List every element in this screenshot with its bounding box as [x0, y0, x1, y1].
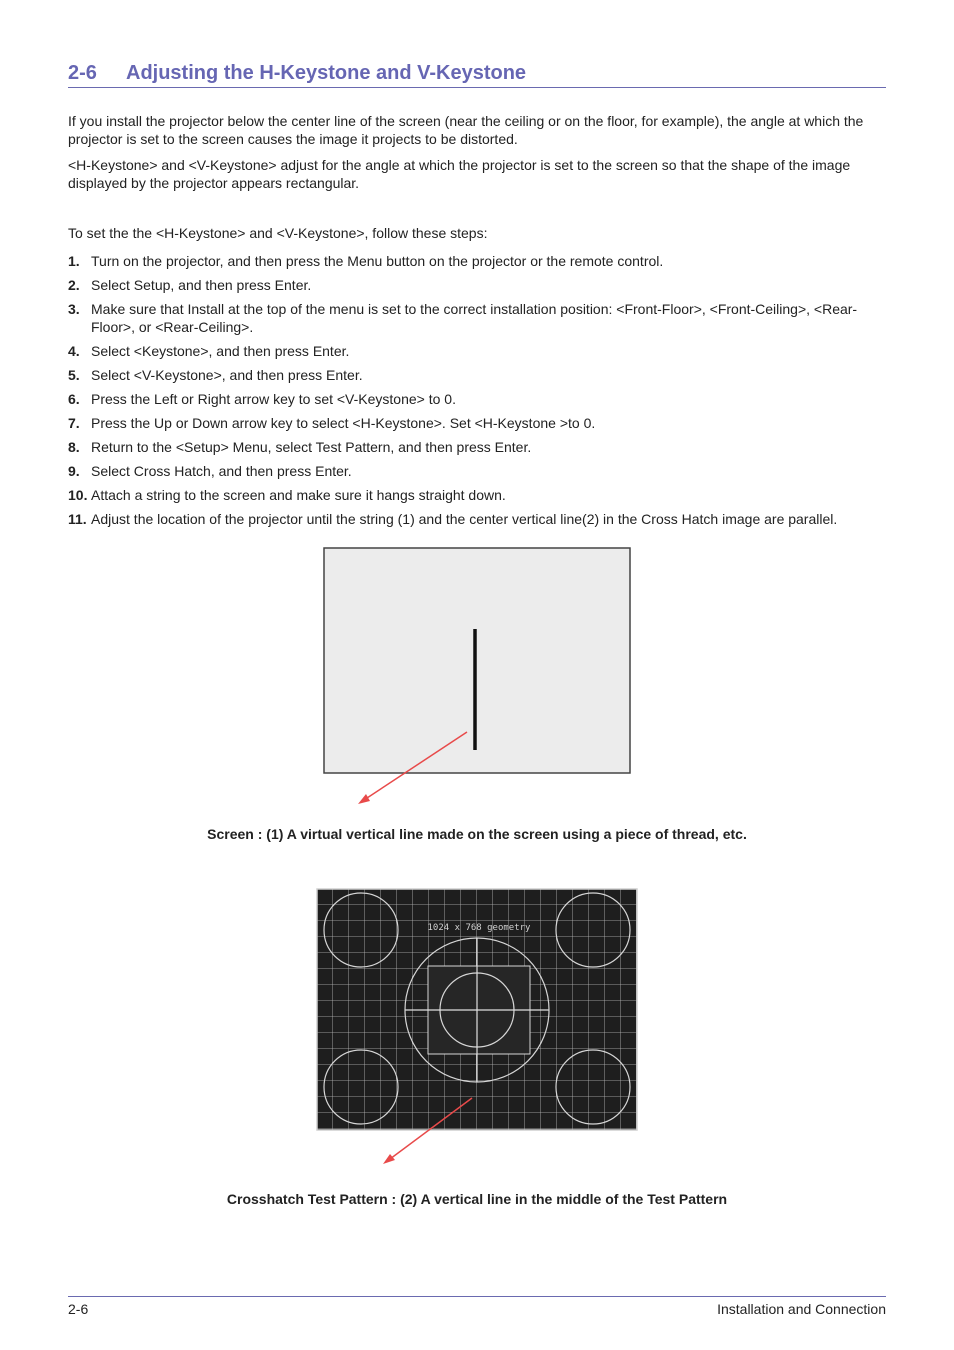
pattern-label: 1024 x 768 geometry: [427, 923, 531, 933]
step-text: Adjust the location of the projector until the string (1) and the center vertical line(2) in the Cross Hatch image are parallel.: [91, 511, 838, 527]
page-footer: [68, 1296, 886, 1317]
step-item: [68, 510, 886, 528]
step-item: [68, 462, 886, 480]
figure2-caption: Crosshatch Test Pattern : (2) A vertical line in the middle of the Test Pattern: [226, 1191, 728, 1207]
footer-page-number: 2-6: [68, 1301, 89, 1317]
crosshatch-figure: [316, 888, 640, 1168]
step-number: 10.: [68, 487, 88, 503]
intro-paragraph-1: If you install the projector below the center line of the screen (near the ceiling or on the floor, for example), the angle at which the projector is set to the screen causes the image it projects to be distorted.: [68, 113, 864, 147]
step-item: [68, 300, 886, 336]
steps-intro: To set the the <H-Keystone> and <V-Keystone>, follow these steps:: [68, 225, 488, 241]
step-number: 3.: [68, 301, 80, 317]
step-item: [68, 276, 886, 294]
footer-section: Installation and Connection: [717, 1301, 886, 1317]
arrow-head-2: [383, 1154, 395, 1164]
step-text: Return to the <Setup> Menu, select Test Pattern, and then press Enter.: [91, 439, 532, 455]
step-item: [68, 438, 886, 456]
step-text: Select Cross Hatch, and then press Enter.: [91, 463, 352, 479]
step-number: 8.: [68, 439, 80, 455]
screen-rect: [324, 548, 630, 773]
step-item: [68, 366, 886, 384]
figure1-caption: Screen : (1) A virtual vertical line made on the screen using a piece of thread, etc.: [207, 826, 747, 842]
arrow-head-1: [358, 794, 370, 804]
step-number: 9.: [68, 463, 80, 479]
step-text: Attach a string to the screen and make sure it hangs straight down.: [91, 487, 506, 503]
step-item: [68, 414, 886, 432]
step-text: Select Setup, and then press Enter.: [91, 277, 312, 293]
step-text: Turn on the projector, and then press the Menu button on the projector or the remote control.: [91, 253, 664, 269]
step-number: 6.: [68, 391, 80, 407]
step-text: Make sure that Install at the top of the menu is set to the correct installation position: <Front-Floor>, <Front-Ceiling>, <Rear-Floor>, or <Rear-Ceiling>.: [91, 301, 858, 335]
step-item: [68, 252, 886, 270]
step-number: 5.: [68, 367, 80, 383]
step-item: [68, 342, 886, 360]
step-text: Select <Keystone>, and then press Enter.: [91, 343, 350, 359]
section-number: 2-6: [68, 62, 97, 84]
screen-figure: [320, 545, 640, 810]
step-item: [68, 486, 886, 504]
steps-list: [68, 252, 886, 534]
step-item: [68, 390, 886, 408]
step-number: 2.: [68, 277, 80, 293]
step-number: 1.: [68, 253, 80, 269]
step-number: 11.: [68, 511, 87, 527]
step-text: Press the Left or Right arrow key to set <V-Keystone> to 0.: [91, 391, 456, 407]
step-number: 7.: [68, 415, 80, 431]
step-text: Select <V-Keystone>, and then press Enter.: [91, 367, 363, 383]
step-number: 4.: [68, 343, 80, 359]
section-heading: [68, 62, 886, 88]
step-text: Press the Up or Down arrow key to select <H-Keystone>. Set <H-Keystone >to 0.: [91, 415, 596, 431]
intro-paragraph-2: <H-Keystone> and <V-Keystone> adjust for the angle at which the projector is set to the screen so that the shape of the image displayed by the projector appears rectangular.: [68, 157, 851, 191]
section-title: Adjusting the H-Keystone and V-Keystone: [126, 62, 527, 84]
